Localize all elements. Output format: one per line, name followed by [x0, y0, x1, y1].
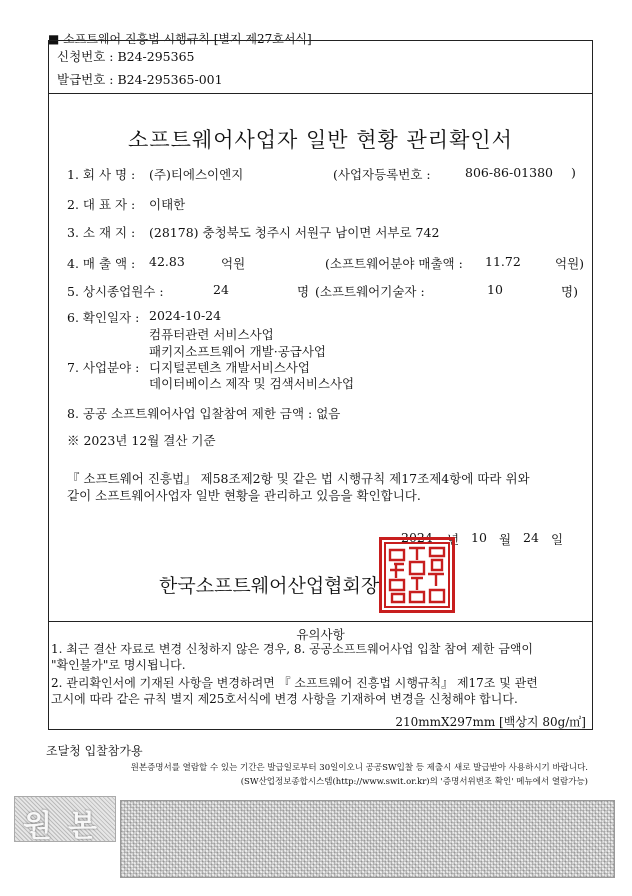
- issuer-name: 한국소프트웨어산업협회장: [159, 575, 380, 597]
- staff-unit: 명: [297, 284, 310, 299]
- bizno-label: (사업자등록번호 :: [333, 167, 431, 182]
- bid-limit-text: 8. 공공 소프트웨어사업 입찰참여 제한 금액 : 없음: [67, 406, 341, 421]
- issue-number: 발급번호 : B24-295365-001: [57, 72, 223, 87]
- staff-label: 5. 상시종업원수 :: [67, 284, 164, 299]
- business-area-item: 패키지소프트웨어 개발·공급사업: [149, 344, 326, 359]
- bizno-value: 806-86-01380: [465, 165, 553, 180]
- notice-line: "확인불가"로 명시됩니다.: [51, 658, 186, 672]
- verification-line: (SW산업정보종합시스템(http://www.swit.or.kr)의 '증명서위변조 확인' 메뉴에서 열람가능): [240, 777, 588, 787]
- date-month-unit: 월: [499, 532, 512, 547]
- address-value: (28178) 충청북도 청주시 서원구 남이면 서부로 742: [149, 225, 440, 240]
- confirm-value: 2024-10-24: [149, 308, 222, 323]
- ceo-value: 이태한: [149, 197, 186, 212]
- sw-staff-unit: 명): [561, 284, 578, 299]
- staff-value: 24: [213, 282, 229, 297]
- date-day-unit: 일: [551, 532, 564, 547]
- field-label: 7. 사업분야 :: [67, 360, 140, 375]
- business-area-item: 데이터베이스 제작 및 검색서비스사업: [149, 376, 355, 391]
- certificate-frame: [48, 40, 593, 730]
- date-year-unit: 년: [447, 532, 460, 547]
- paper-spec: 210mmX297mm [백상지 80g/㎡]: [395, 715, 586, 729]
- sw-staff-value: 10: [487, 282, 503, 297]
- date-day: 24: [523, 530, 539, 545]
- company-label: 1. 회 사 명 :: [67, 167, 136, 182]
- notice-line: 1. 최근 결산 자료로 변경 신청하지 않은 경우, 8. 공공소프트웨어사업 입찰 참여 제한 금액이: [51, 642, 534, 656]
- sw-sales-unit: 억원): [555, 256, 585, 271]
- ceo-label: 2. 대 표 자 :: [67, 197, 136, 212]
- official-seal: [379, 537, 455, 613]
- security-pattern: [120, 800, 615, 878]
- purpose-label: 조달청 입찰참가용: [46, 744, 143, 758]
- statement-line: 같이 소프트웨어사업자 일반 현황을 관리하고 있음을 확인합니다.: [67, 488, 421, 503]
- bizno-close: ): [571, 165, 576, 180]
- date-month: 10: [471, 530, 487, 545]
- confirm-label: 6. 확인일자 :: [67, 310, 140, 325]
- sales-value: 42.83: [149, 254, 185, 269]
- notice-line: 2. 관리확인서에 기재된 사항을 변경하려면 『 소프트웨어 진흥법 시행규칙』 제17조 및 관련: [51, 676, 538, 690]
- sales-label: 4. 매 출 액 :: [67, 256, 136, 271]
- business-area-item: 디지털콘텐츠 개발서비스사업: [149, 360, 310, 375]
- statement-line: 『 소프트웨어 진흥법』 제58조제2항 및 같은 법 시행규칙 제17조제4항에 따라 위와: [67, 471, 530, 486]
- original-stamp: [14, 796, 116, 842]
- page-title: 소프트웨어사업자 일반 현황 관리확인서: [128, 128, 513, 152]
- divider: [49, 93, 592, 94]
- original-stamp-label: 원본: [23, 809, 113, 844]
- company-value: (주)티에스이엔지: [149, 167, 244, 182]
- notice-title: 유의사항: [296, 627, 345, 642]
- address-label: 3. 소 재 지 :: [67, 225, 136, 240]
- verification-note: [131, 761, 588, 789]
- divider: [49, 621, 592, 622]
- form-label: ■ 소프트웨어 진흥법 시행규칙 [별지 제27호서식]: [48, 32, 312, 46]
- sw-staff-label: (소프트웨어기술자 :: [315, 284, 425, 299]
- sw-sales-label: (소프트웨어분야 매출액 :: [325, 256, 463, 271]
- notice-line: 고시에 따라 같은 규칙 별지 제25호서식에 변경 사항을 기재하여 변경을 신청해야 합니다.: [51, 692, 518, 706]
- date-year: 2024: [401, 530, 433, 545]
- verification-line: 원본증명서를 열람할 수 있는 기간은 발급일로부터 30일이오니 공공SW입찰 등 제출시 새로 발급받아 사용하시기 바랍니다.: [130, 763, 588, 773]
- sales-unit: 억원: [221, 256, 246, 271]
- basis-note: ※ 2023년 12월 결산 기준: [67, 433, 216, 448]
- business-area-item: 컴퓨터관련 서비스사업: [149, 327, 274, 342]
- application-number: 신청번호 : B24-295365: [57, 49, 195, 64]
- sw-sales-value: 11.72: [485, 254, 521, 269]
